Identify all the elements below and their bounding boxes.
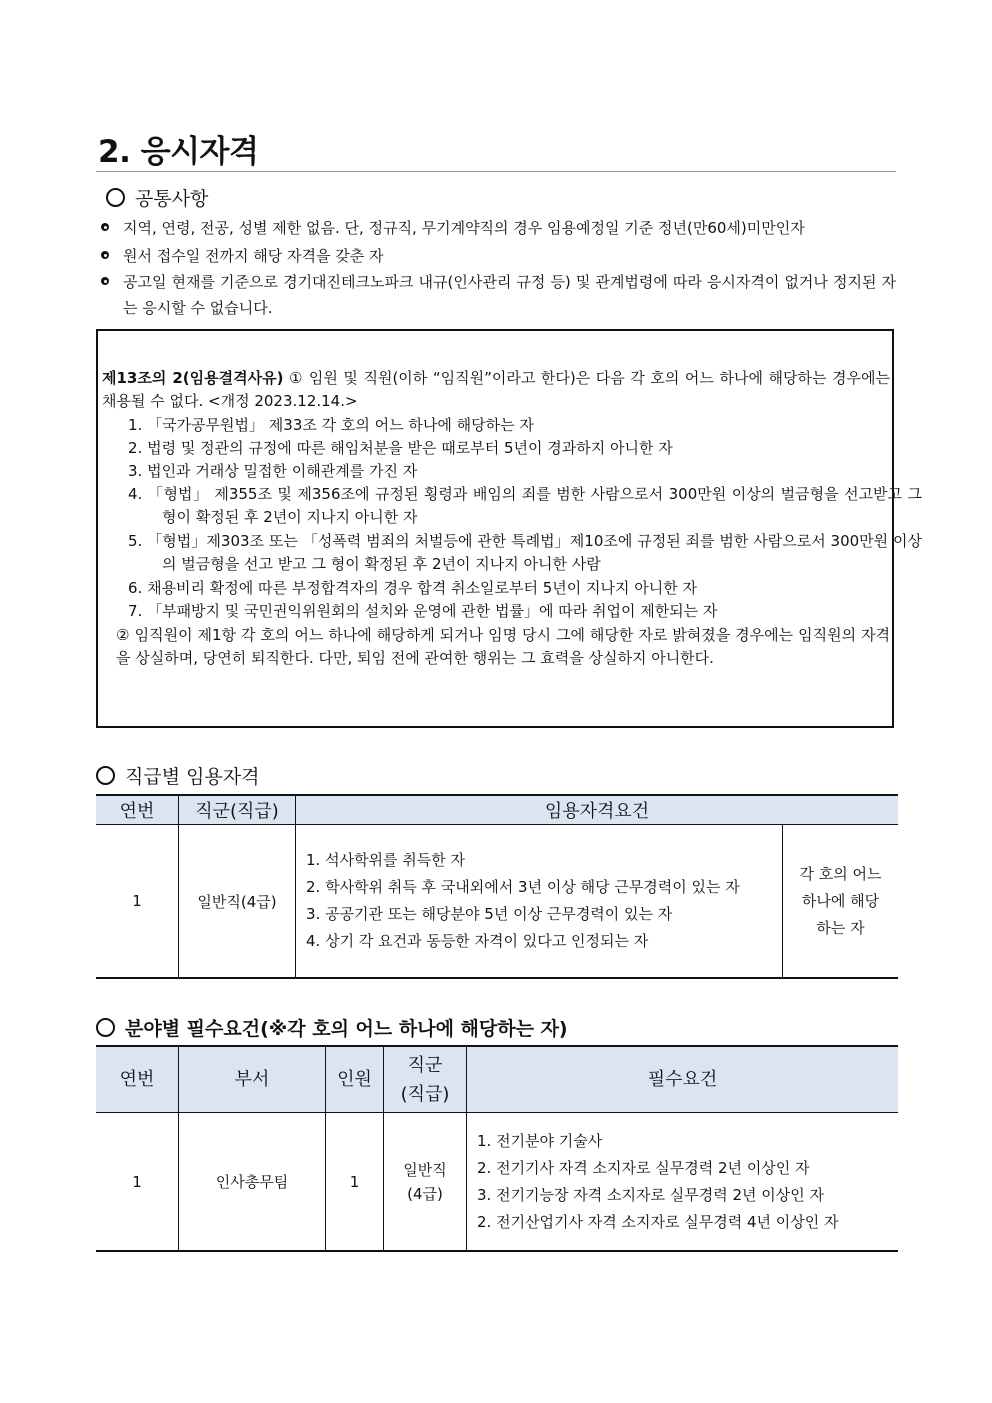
col-header-no: 연번: [96, 1046, 179, 1113]
col-header-requirements: 필수요건: [467, 1046, 899, 1113]
grade-qual-heading: 직급별 임용자격: [96, 762, 260, 789]
field-req-heading: 분야별 필수요건(※각 호의 어느 하나에 해당하는 자): [96, 1014, 568, 1041]
common-bullet-2: 원서 접수일 전까지 해당 자격을 갖춘 자: [101, 243, 896, 269]
regulation-item-5: 5. 「형법」제303조 또는 「성폭력 범죄의 처벌등에 관한 특례법」제10조에 규정된 죄를 범한 사람으로서 300만원 이상의 벌금형을 선고 받고 그 형이 확정된 후 2년이 지나지 아니한 사람: [128, 532, 922, 573]
table-header-row: [96, 795, 898, 825]
regulation-clause-2: ② 임직원이 제1항 각 호의 어느 하나에 해당하게 되거나 임명 당시 그에 해당한 자로 밝혀졌을 경우에는 임직원의 자격을 상실하며, 당연히 퇴직한다. 다만, 퇴임 전에 관여한 행위는 그 효력을 상실하지 아니한다.: [116, 626, 890, 667]
col-header-requirements: 임용자격요건: [296, 795, 899, 825]
col-header-dept: 부서: [179, 1046, 326, 1113]
cell-requirements: 1. 석사학위를 취득한 자 2. 학사학위 취득 후 국내외에서 3년 이상 해당 근무경력이 있는 자 3. 공공기관 또는 해당분야 5년 이상 근무경력이 있는 자 4. 상기 각 요건과 동등한 자격이 있다고 인정되는 자: [296, 825, 783, 979]
field-req-table: [96, 1045, 898, 1252]
cell-count: 1: [326, 1113, 384, 1252]
common-bullet-1: 지역, 연령, 전공, 성별 제한 없음. 단, 정규직, 무기계약직의 경우 임용예정일 기준 정년(만60세)미만인자: [101, 215, 896, 241]
regulation-item-3: 3. 법인과 거래상 밀접한 이해관계를 가진 자: [128, 462, 418, 480]
table-row: [96, 1113, 898, 1252]
table-header-row: [96, 1046, 898, 1113]
regulation-item-2: 2. 법령 및 정관의 규정에 따른 해임처분을 받은 때로부터 5년이 경과하지 아니한 자: [128, 439, 673, 457]
title-divider: [96, 171, 896, 172]
circle-icon: [96, 1018, 115, 1037]
bullet-icon: [101, 223, 111, 233]
cell-note: 각 호의 어느 하나에 해당 하는 자: [783, 825, 899, 979]
cell-no: 1: [96, 1113, 179, 1252]
regulation-box: [96, 329, 922, 728]
section-title: 2. 응시자격: [98, 134, 259, 170]
bullet-icon: [101, 251, 111, 261]
regulation-item-6: 6. 채용비리 확정에 따른 부정합격자의 경우 합격 취소일로부터 5년이 지나지 아니한 자: [128, 579, 697, 597]
cell-requirements: 1. 전기분야 기술사 2. 전기기사 자격 소지자로 실무경력 2년 이상인 자 3. 전기기능장 자격 소지자로 실무경력 2년 이상인 자 2. 전기산업기사 자격 소지자로 실무경력 4년 이상인 자: [467, 1113, 899, 1252]
col-header-no: 연번: [96, 795, 179, 825]
col-header-grade: 직군(직급): [179, 795, 296, 825]
cell-no: 1: [96, 825, 179, 979]
grade-qual-table: [96, 794, 898, 979]
regulation-intro: 제13조의 2(임용결격사유) ① 임원 및 직원(이하 “임직원”이라고 한다)은 다음 각 호의 어느 하나에 해당하는 경우에는 채용될 수 없다. <개정 2023.12.14.>: [102, 369, 891, 410]
col-header-grade: 직군 (직급): [384, 1046, 467, 1113]
circle-icon: [106, 188, 125, 207]
bullet-icon: [101, 277, 111, 287]
circle-icon: [96, 766, 115, 785]
regulation-item-4: 4. 「형법」 제355조 및 제356조에 규정된 횡령과 배임의 죄를 범한 사람으로서 300만원 이상의 벌금형을 선고받고 그 형이 확정된 후 2년이 지나지 아니한 자: [128, 485, 922, 526]
table-row: [96, 825, 898, 979]
article-title: 제13조의 2(임용결격사유): [102, 369, 284, 387]
cell-dept: 인사총무팀: [179, 1113, 326, 1252]
cell-grade: 일반직(4급): [179, 825, 296, 979]
cell-grade: 일반직 (4급): [384, 1113, 467, 1252]
col-header-count: 인원: [326, 1046, 384, 1113]
regulation-item-7: 7. 「부패방지 및 국민권익위원회의 설치와 운영에 관한 법률」에 따라 취업이 제한되는 자: [128, 602, 718, 620]
common-heading: 공통사항: [106, 184, 208, 211]
common-bullet-3: 공고일 현재를 기준으로 경기대진테크노파크 내규(인사관리 규정 등) 및 관계법령에 따라 응시자격이 없거나 정지된 자는 응시할 수 없습니다.: [101, 269, 896, 321]
regulation-item-1: 1. 「국가공무원법」 제33조 각 호의 어느 하나에 해당하는 자: [128, 416, 534, 434]
